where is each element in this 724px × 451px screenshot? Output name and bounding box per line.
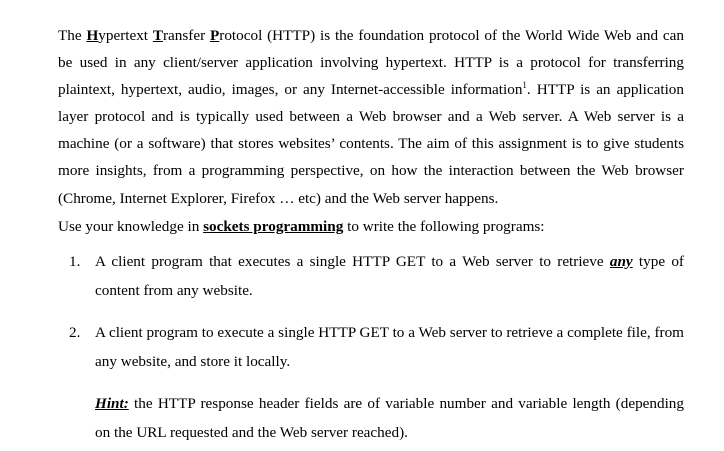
sockets-programming-emphasis: sockets programming — [203, 217, 344, 235]
intro-text-ypertext: ypertext — [98, 27, 153, 44]
hint-label: Hint: — [95, 394, 129, 412]
acronym-letter-t: T — [152, 27, 163, 44]
list-item — [58, 318, 684, 376]
intro-text-body: rotocol (HTTP) is the foundation protocol of the World Wide Web and can be used in any client/server application involving hypertext. HTTP is a protocol for transferring plaintext, hypertext, audio, images, or any Internet-accessible information — [58, 27, 684, 99]
instruction-text-start: Use your knowledge in — [58, 217, 204, 235]
instruction-paragraph — [58, 213, 684, 240]
intro-text-start: The — [58, 27, 87, 44]
list-item-number: 1. — [69, 252, 81, 270]
document-page — [58, 22, 684, 447]
intro-paragraph — [58, 22, 684, 212]
list-item — [58, 247, 684, 305]
list-item-text: A client program to execute a single HTTP GET to a Web server to retrieve a complete file, from any website, and store it locally. — [95, 323, 684, 370]
acronym-letter-p: P — [209, 27, 220, 44]
list-item-text-end: type of content from any website. — [95, 252, 684, 299]
acronym-letter-h: H — [86, 27, 99, 44]
list-item-text-start: A client program that executes a single HTTP GET to a Web server to retrieve — [95, 252, 610, 270]
intro-text-ransfer: ransfer — [163, 27, 210, 44]
intro-text-end: . HTTP is an application layer protocol and is typically used between a Web browser and a Web server. A Web server is a machine (or a software) that stores websites’ contents. The aim of this assignment is to give students more insights, from a programming perspective, on how the interaction between the Web browser (Chrome, Internet Explorer, Firefox … etc) and the Web server happens. — [58, 81, 684, 207]
hint-text: the HTTP response header fields are of variable number and variable length (depending on the URL requested and the Web server reached). — [95, 394, 684, 441]
instruction-text-end: to write the following programs: — [343, 217, 545, 235]
footnote-marker: 1 — [522, 80, 527, 91]
any-emphasis: any — [609, 252, 633, 270]
hint-paragraph — [58, 389, 684, 447]
list-item-number: 2. — [69, 323, 81, 341]
